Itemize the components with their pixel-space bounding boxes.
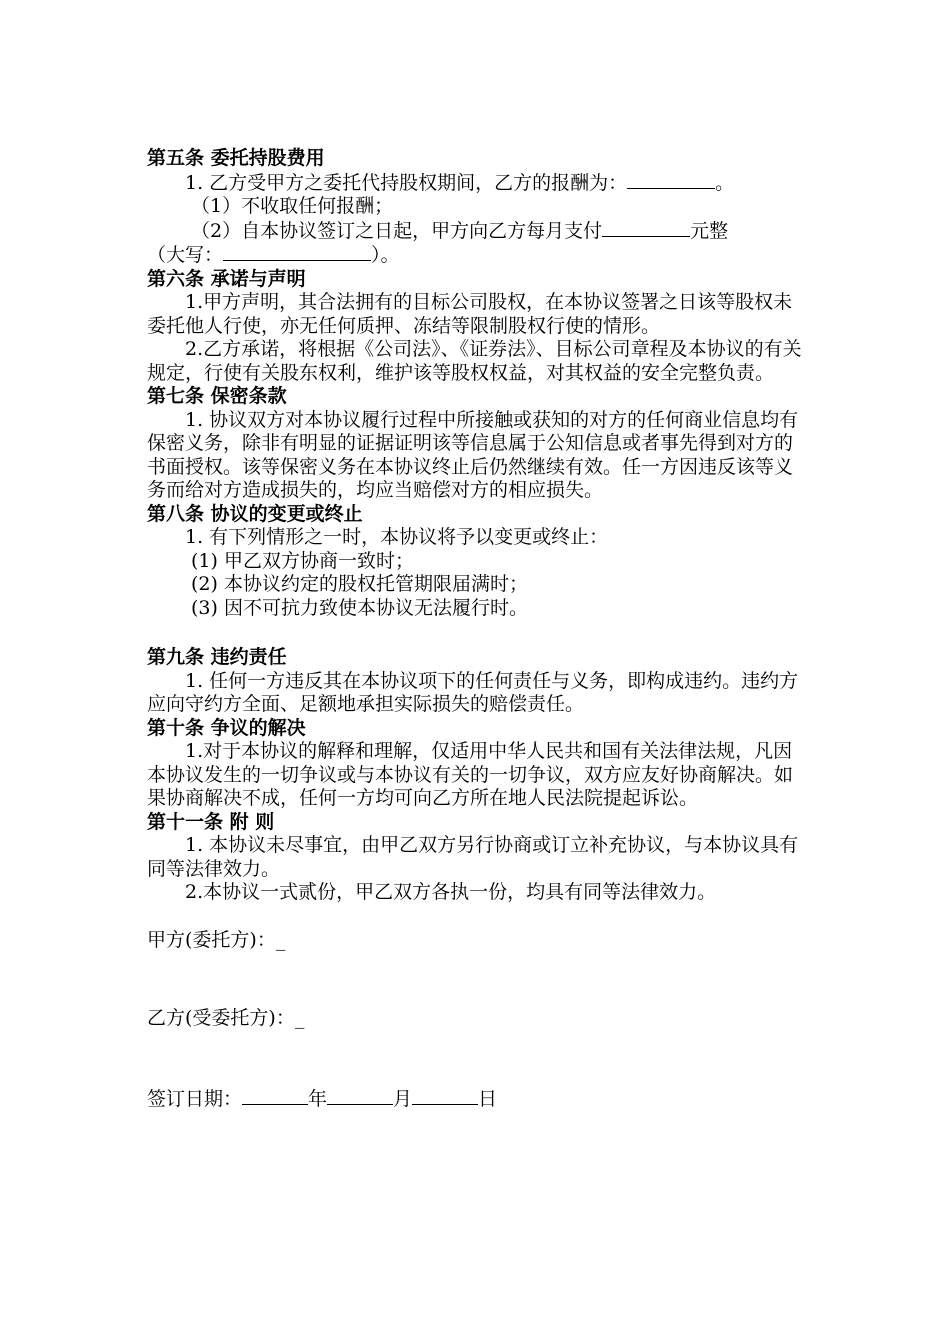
party-a-signature: 甲方(委托方)：_ <box>147 928 286 951</box>
year-blank <box>242 1087 308 1105</box>
spacer <box>147 620 807 646</box>
article-11-para-1: 1. 本协议未尽事宜，由甲乙双方另行协商或订立补充协议，与本协议具有同等法律效力。 <box>147 834 799 880</box>
article-8-para-1: 1. 有下列情形之一时，本协议将予以变更或终止： <box>185 526 609 548</box>
article-9-title: 第九条 违约责任 <box>147 646 287 668</box>
spacer <box>147 905 807 929</box>
article-7-para-1: 1. 协议双方对本协议履行过程中所接触或获知的对方的任何商业信息均有保密义务，除非有明显的证据证明该等信息属于公知信息或者事先得到对方的书面授权。该等保密义务在本协议终止后仍然继续有效。任一方因违反该等义务而给对方造成损失的，均应当赔偿对方的相应损失。 <box>147 408 799 501</box>
month-blank <box>327 1087 393 1105</box>
article-7-title: 第七条 保密条款 <box>147 385 287 407</box>
fee-blank <box>627 171 715 189</box>
party-b-signature: 乙方(受委托方)：_ <box>147 1007 305 1029</box>
day-blank <box>412 1087 478 1105</box>
article-8-item-2: (2) 本协议约定的股权托管期限届满时； <box>191 573 528 595</box>
article-5-title: 第五条 委托持股费用 <box>147 147 325 169</box>
article-8-item-3: (3) 因不可抗力致使本协议无法履行时。 <box>191 596 528 619</box>
daxie-amount-blank <box>223 243 371 261</box>
article-10-title: 第十条 争议的解决 <box>147 716 306 739</box>
article-8-item-1: (1) 甲乙双方协商一致时； <box>191 549 414 572</box>
article-5-para-1: 1. 乙方受甲方之委托代持股权期间，乙方的报酬为： 。 <box>185 171 735 194</box>
article-11-para-2: 2.本协议一式贰份，甲乙双方各执一份，均具有同等法律效力。 <box>185 881 717 903</box>
article-9-para-1: 1. 任何一方违反其在本协议项下的任何责任与义务，即构成违约。违约方应向守约方全面、足额地承担实际损失的赔偿责任。 <box>147 669 799 715</box>
spacer <box>147 952 807 1007</box>
monthly-amount-blank <box>602 219 690 237</box>
article-5-option-2: （2）自本协议签订之日起，甲方向乙方每月支付 元整 <box>191 219 729 242</box>
article-10-para-1: 1.对于本协议的解释和理解，仅适用中华人民共和国有关法律法规，凡因本协议发生的一切争议或与本协议有关的一切争议，双方应友好协商解决。如果协商解决不成，任何一方均可向乙方所在地人民法院提起诉讼。 <box>147 740 794 809</box>
article-5-option-2-daxie: （大写： ）。 <box>147 244 400 266</box>
article-6-para-2: 2.乙方承诺，将根据《公司法》、《证券法》、目标公司章程及本协议的有关规定，行使有关股东权利，维护该等股权权益，对其权益的安全完整负责。 <box>147 338 802 384</box>
article-6-title: 第六条 承诺与声明 <box>147 267 306 290</box>
article-6-para-1: 1.甲方声明，其合法拥有的目标公司股权，在本协议签署之日该等股权未委托他人行使，亦无任何质押、冻结等限制股权行使的情形。 <box>147 291 793 337</box>
document-page <box>147 147 807 1111</box>
spacer <box>147 1031 807 1087</box>
article-11-title: 第十一条 附 则 <box>147 810 275 833</box>
article-5-option-1: （1）不收取任何报酬； <box>191 195 394 217</box>
signing-date: 签订日期： 年 月 日 <box>147 1087 498 1110</box>
article-8-title: 第八条 协议的变更或终止 <box>147 502 363 525</box>
